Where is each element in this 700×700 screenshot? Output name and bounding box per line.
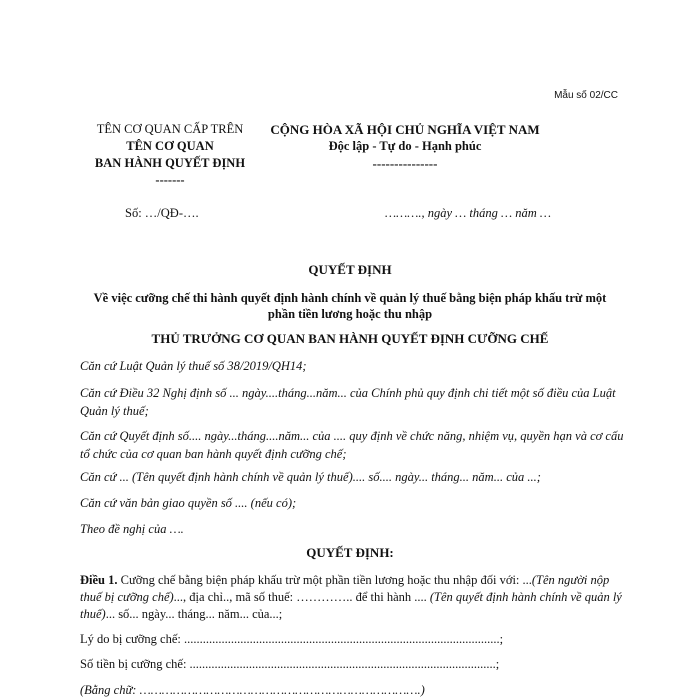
place-and-date: ………., ngày … tháng … năm … [385, 206, 551, 220]
amount-in-words-line: (Bằng chữ: ………………………………………………………………….) [80, 683, 425, 697]
national-motto: Độc lập - Tự do - Hạnh phúc [328, 139, 482, 153]
form-code: Mẫu số 02/CC [554, 90, 618, 101]
legal-basis-5: Căn cứ văn bản giao quyền số .... (nếu có); [80, 496, 297, 510]
legal-basis-4: Căn cứ ... (Tên quyết định hành chính về quản lý thuế).... số.... ngày... tháng... năm... của ...; [80, 470, 541, 484]
agency-role: BAN HÀNH QUYẾT ĐỊNH [94, 156, 246, 170]
legal-basis-2: Căn cứ Điều 32 Nghị định số ... ngày....tháng...năm... của Chính phủ quy định chi tiết một số điều của Luật Quản lý thuế; [80, 386, 616, 418]
article-1-text-a: Cưỡng chế bằng biện pháp khấu trừ một phần tiền lương hoặc thu nhập đối với: ... [117, 573, 532, 587]
issuer-heading: THỦ TRƯỞNG CƠ QUAN BAN HÀNH QUYẾT ĐỊNH CƯỠNG CHẾ [151, 331, 549, 346]
article-1-decision-name: (Tên quyết định hành chính về quản lý thuế) [80, 590, 622, 621]
document-subject: Về việc cưỡng chế thi hành quyết định hành chính về quản lý thuế bằng biện pháp khấu trừ một phần tiền lương hoặc thu nhập [93, 291, 607, 321]
document-title: QUYẾT ĐỊNH [308, 262, 392, 277]
issuing-agency-block [70, 121, 270, 189]
article-1-text-c: ... số... ngày... tháng... năm... của...; [105, 607, 283, 621]
legal-basis-1: Căn cứ Luật Quản lý thuế số 38/2019/QH14; [80, 359, 307, 373]
article-1 [80, 572, 625, 623]
enforcement-reason-line: Lý do bị cưỡng chế: .....................................................................................................; [80, 632, 504, 646]
article-1-label: Điều 1. [80, 573, 118, 587]
national-heading-block [270, 121, 540, 172]
article-1-text-b: ..., địa chỉ.., mã số thuế: ………….. để thi hành .... [173, 590, 430, 604]
agency-name: TÊN CƠ QUAN [126, 139, 214, 153]
article-1-taxpayer-name: (Tên người nộp thuế bị cưỡng chế) [80, 573, 610, 604]
country-name: CỘNG HÒA XÃ HỘI CHỦ NGHĨA VIỆT NAM [270, 122, 540, 137]
proposal-line: Theo đề nghị của …. [80, 522, 184, 536]
enforcement-amount-line: Số tiền bị cưỡng chế: ..................................................................................................; [80, 657, 500, 671]
document-number: Số: …/QĐ-…. [125, 206, 199, 220]
agency-separator: ------- [155, 173, 185, 187]
motto-separator: --------------- [372, 156, 438, 171]
legal-basis-3: Căn cứ Quyết định số.... ngày...tháng....năm... của .... quy định về chức năng, nhiệm vụ, quyền hạn và cơ cấu tổ chức của cơ quan ban hành quyết định cưỡng chế; [80, 429, 624, 461]
parent-agency-name: TÊN CƠ QUAN CẤP TRÊN [96, 122, 244, 136]
decision-heading: QUYẾT ĐỊNH: [306, 545, 394, 560]
